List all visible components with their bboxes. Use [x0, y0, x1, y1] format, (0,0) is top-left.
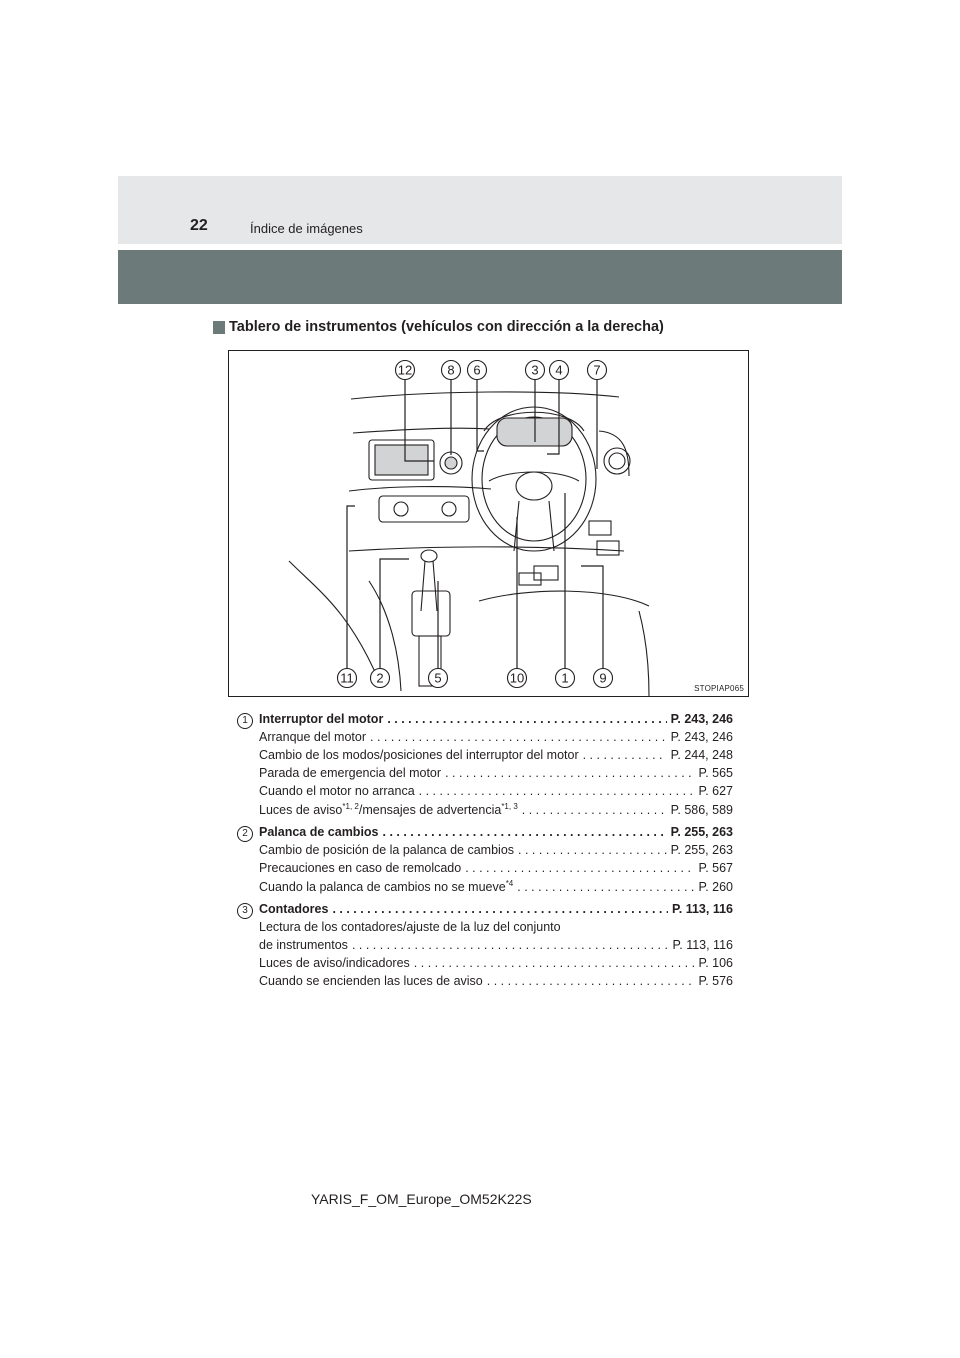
- item-text: Cambio de posición de la palanca de cambios: [259, 843, 515, 857]
- entry-item: [259, 843, 733, 861]
- footnote-ref: *1, 3: [501, 802, 518, 811]
- callout-top-label: 4: [555, 362, 563, 378]
- leader-dots: [465, 861, 694, 875]
- entry-item: [259, 879, 733, 897]
- header-band: [118, 250, 842, 304]
- section-heading: [213, 319, 664, 335]
- entry-item: [259, 938, 733, 956]
- item-text: Parada de emergencia del motor: [259, 766, 442, 780]
- callout-bottom-3: [429, 669, 448, 688]
- item-page-ref: P. 567: [698, 861, 733, 875]
- item-text: Arranque del motor: [259, 730, 367, 744]
- entry-page-ref: P. 255, 263: [670, 825, 733, 839]
- entry-item: [259, 730, 733, 748]
- leader-dots: [487, 974, 695, 988]
- callout-bottom-2: [371, 669, 390, 688]
- leader-dots: [445, 766, 694, 780]
- leader-dots: [583, 748, 667, 762]
- callout-bottom-label: 11: [340, 670, 354, 686]
- entry-title: Palanca de cambios: [259, 825, 379, 839]
- item-page-ref: P. 260: [698, 880, 733, 894]
- leader-dots: [332, 902, 668, 916]
- item-text-part: Cuando la palanca de cambios no se mueve: [259, 880, 506, 894]
- item-page-ref: P. 243, 246: [670, 730, 733, 744]
- entry-2: [237, 825, 737, 897]
- entry-page-ref: P. 243, 246: [670, 712, 733, 726]
- entry-title-line: [259, 712, 733, 730]
- callout-top-5: [550, 361, 569, 380]
- callout-top-label: 7: [593, 362, 601, 378]
- footer-doc-code: YARIS_F_OM_Europe_OM52K22S: [311, 1191, 532, 1207]
- entry-1: [237, 712, 737, 820]
- callout-bottom-4: [508, 669, 527, 688]
- leader-dots: [517, 880, 694, 894]
- footnote-ref: *1, 2: [342, 802, 359, 811]
- page-number: 22: [190, 217, 208, 234]
- entry-number-badge: 3: [237, 903, 253, 919]
- entry-number-badge: 2: [237, 826, 253, 842]
- item-page-ref: P. 244, 248: [670, 748, 733, 762]
- item-page-ref: P. 627: [698, 784, 733, 798]
- entry-title: Interruptor del motor: [259, 712, 384, 726]
- callout-bottom-6: [594, 669, 613, 688]
- entry-item: [259, 956, 733, 974]
- item-text: [259, 879, 513, 894]
- entry-3: [237, 902, 737, 992]
- callout-bottom-label: 5: [434, 670, 442, 686]
- callout-bottom-1: [338, 669, 357, 688]
- entry-item: [259, 802, 733, 820]
- leader-dots: [414, 956, 695, 970]
- callout-bottom-5: [556, 669, 575, 688]
- callout-bottom-label: 1: [561, 670, 569, 686]
- item-page-ref: P. 565: [698, 766, 733, 780]
- callout-top-2: [442, 361, 461, 380]
- callout-top-label: 3: [531, 362, 539, 378]
- item-text: Precauciones en caso de remolcado: [259, 861, 462, 875]
- entry-item: [259, 748, 733, 766]
- leader-dots: [419, 784, 695, 798]
- entry-page-ref: P. 113, 116: [672, 902, 733, 916]
- section-title: Tablero de instrumentos (vehículos con dirección a la derecha): [229, 319, 664, 335]
- dashboard-illustration: [229, 351, 749, 697]
- header-top-band: [118, 176, 842, 244]
- section-square-icon: [213, 321, 225, 334]
- item-text: Lectura de los contadores/ajuste de la luz del conjunto: [259, 920, 561, 934]
- entry-number-badge: 1: [237, 713, 253, 729]
- entry-title: Contadores: [259, 902, 329, 916]
- header-title: Índice de imágenes: [250, 221, 363, 236]
- entry-item: [259, 974, 733, 992]
- footnote-ref: *4: [505, 879, 514, 888]
- item-text-part: Luces de aviso: [259, 803, 343, 817]
- callout-top-label: 12: [397, 362, 413, 378]
- item-page-ref: P. 113, 116: [672, 938, 733, 952]
- item-page-ref: P. 106: [698, 956, 733, 970]
- entry-item: [259, 920, 733, 938]
- figure-code: STOPIAP065: [694, 684, 744, 693]
- item-text: [259, 802, 518, 817]
- entry-title-line: [259, 825, 733, 843]
- entry-item: [259, 784, 733, 802]
- callout-top-3: [468, 361, 487, 380]
- item-text: Cuando se encienden las luces de aviso: [259, 974, 483, 988]
- dashboard-figure: [228, 350, 749, 697]
- callout-bottom-label: 2: [376, 670, 384, 686]
- callout-top-label: 8: [447, 362, 455, 378]
- callout-top-4: [526, 361, 545, 380]
- callout-bottom-label: 10: [509, 670, 525, 686]
- leader-dots: [387, 712, 666, 726]
- item-text: Luces de aviso/indicadores: [259, 956, 410, 970]
- callout-top-6: [588, 361, 607, 380]
- item-text: Cambio de los modos/posiciones del interruptor del motor: [259, 748, 579, 762]
- item-page-ref: P. 255, 263: [670, 843, 733, 857]
- item-page-ref: P. 576: [698, 974, 733, 988]
- item-page-ref: P. 586, 589: [670, 803, 733, 817]
- leader-dots: [370, 730, 667, 744]
- leader-dots: [522, 803, 667, 817]
- leader-dots: [383, 825, 667, 839]
- callout-bottom-label: 9: [599, 670, 607, 686]
- leader-dots: [352, 938, 669, 952]
- item-text: de instrumentos: [259, 938, 348, 952]
- callout-top-1: [396, 361, 415, 380]
- item-text-part: /mensajes de advertencia: [358, 803, 502, 817]
- callout-top-label: 6: [473, 362, 481, 378]
- entry-item: [259, 861, 733, 879]
- entry-title-line: [259, 902, 733, 920]
- entry-item: [259, 766, 733, 784]
- leader-dots: [518, 843, 667, 857]
- item-text: Cuando el motor no arranca: [259, 784, 415, 798]
